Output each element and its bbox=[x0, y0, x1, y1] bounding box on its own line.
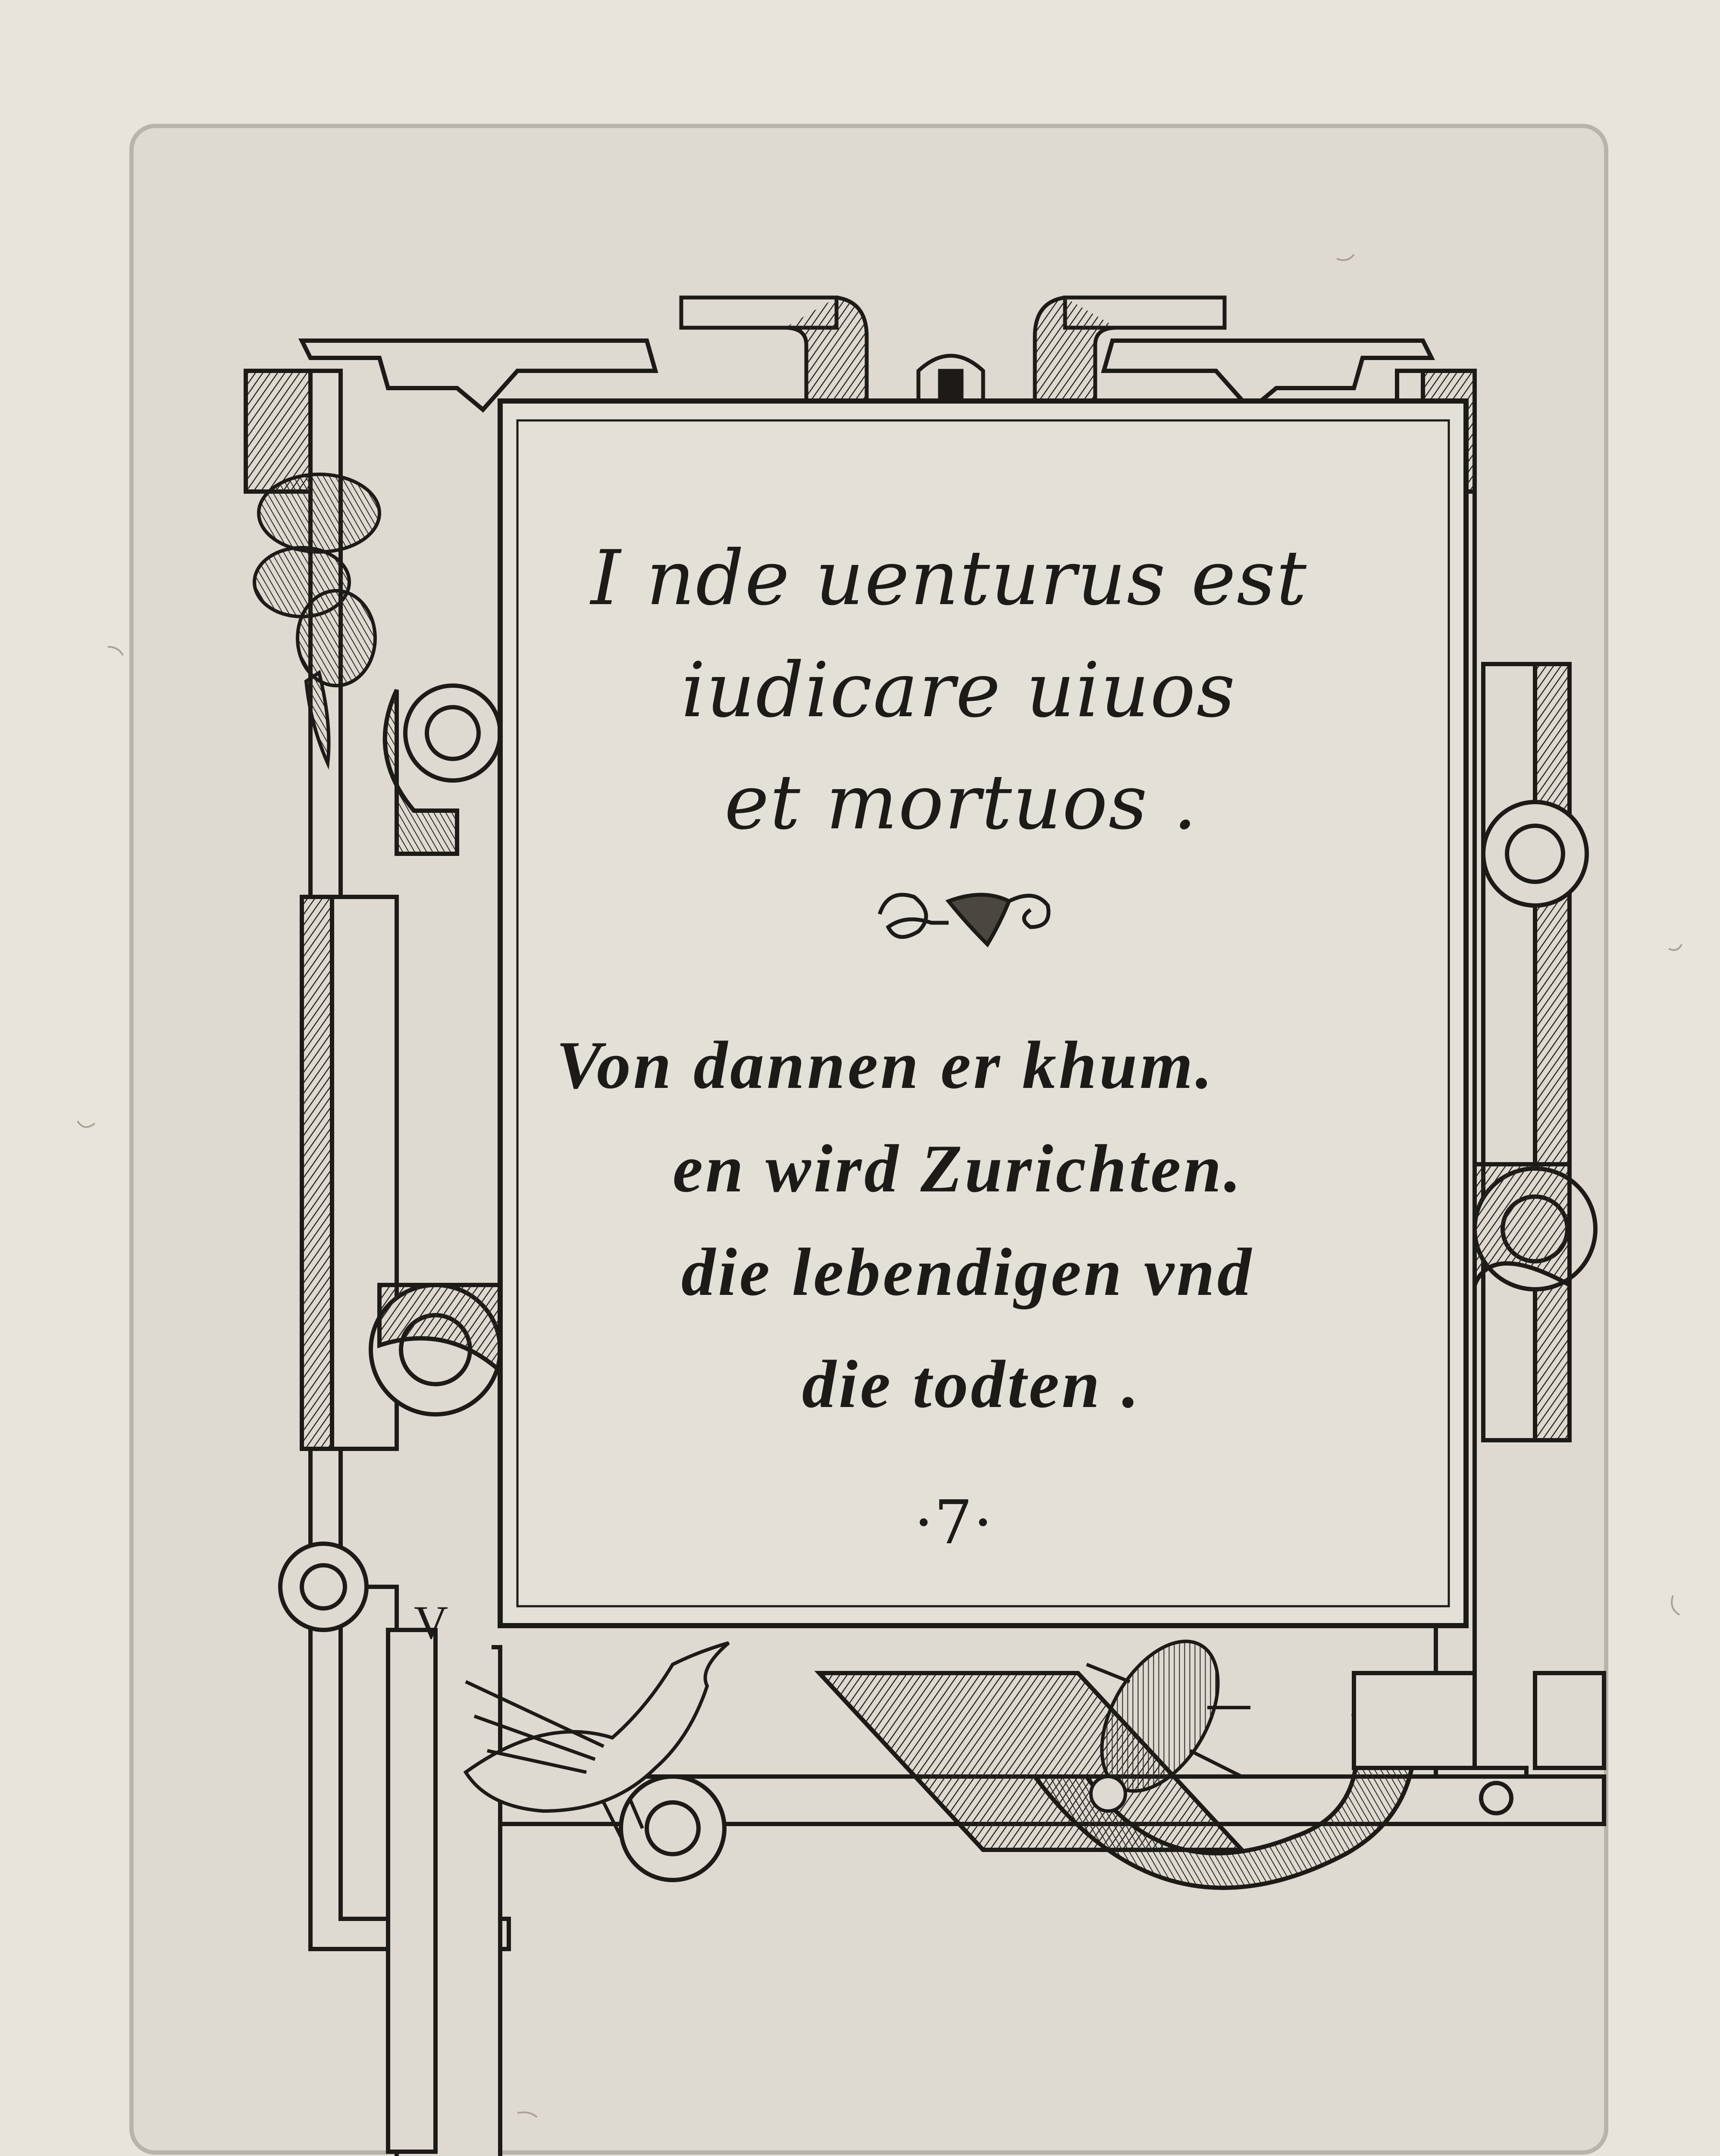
german-line-2: en wird Zurichten. bbox=[673, 1131, 1244, 1206]
latin-line-3: et mortuos . bbox=[724, 759, 1198, 846]
page-number: ·7· bbox=[914, 1488, 994, 1558]
german-line-1: Von dannen er khum. bbox=[556, 1028, 1215, 1103]
latin-line-1: I nde uenturus est bbox=[591, 535, 1308, 622]
latin-line-2: iudicare uiuos bbox=[681, 647, 1236, 734]
german-line-4: die todten . bbox=[802, 1347, 1142, 1422]
frame-letter: V bbox=[414, 1596, 449, 1649]
german-line-3: die lebendigen vnd bbox=[681, 1235, 1254, 1310]
